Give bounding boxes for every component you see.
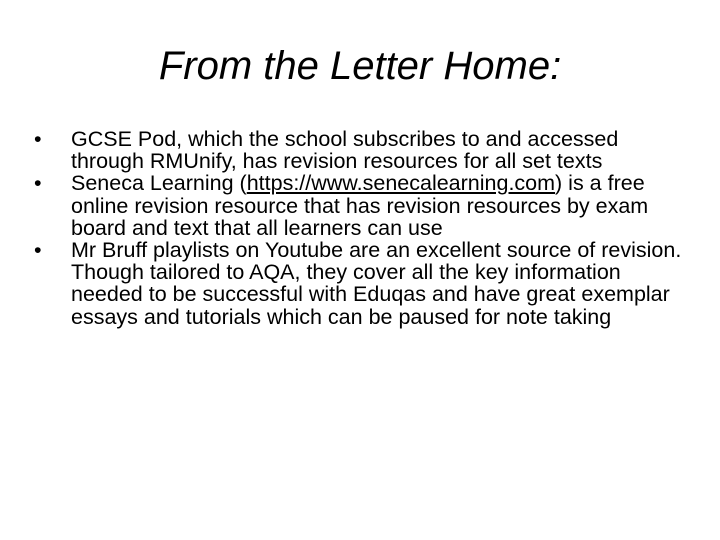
slide-title: From the Letter Home: <box>158 44 562 88</box>
bullet-text: GCSE Pod, which the school subscribes to and accessed through RMUnify, has revision resources for all set texts <box>71 127 619 174</box>
bullet-icon: • <box>34 127 42 151</box>
bullet-item-mr-bruff <box>34 239 694 328</box>
bullet-icon: • <box>34 171 42 196</box>
bullet-text-after-link: ) is a free online revision resource that has revision resources by exam board and text that all learners can use <box>71 171 649 240</box>
bullet-list <box>34 128 694 328</box>
bullet-item-seneca <box>34 172 694 239</box>
seneca-link[interactable]: https://www.senecalearning.com <box>246 171 556 196</box>
bullet-icon: • <box>34 238 42 263</box>
bullet-text-before-link: Seneca Learning ( <box>71 171 247 196</box>
bullet-text: Mr Bruff playlists on Youtube are an excellent source of revision. Though tailored to AQA, they cover all the key information needed to be successful with Eduqas and have great exemplar essays and tutorials which can be paused for note taking <box>71 238 682 329</box>
bullet-item-gcse-pod <box>34 128 694 172</box>
